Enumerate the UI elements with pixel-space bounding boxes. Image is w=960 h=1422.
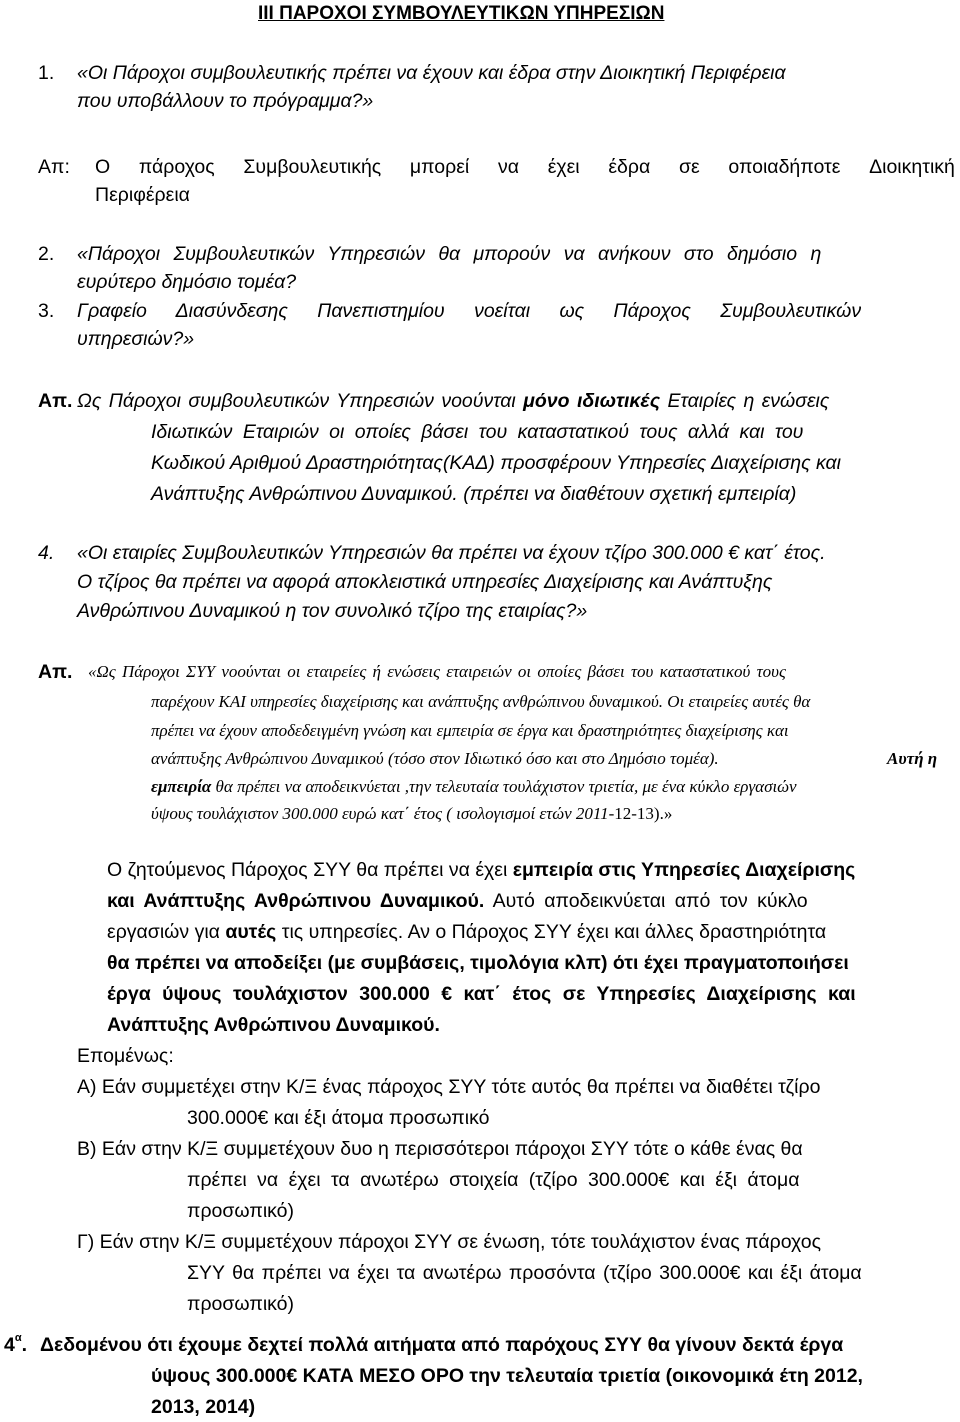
q4a-line-3: 2013, 2014)	[151, 1396, 256, 1418]
word: έχει	[547, 156, 580, 178]
q1-line-1: «Οι Πάροχοι συμβουλευτικής πρέπει να έχουν και έδρα στην Διοικητική Περιφέρεια	[77, 62, 786, 84]
a23-line-3: Κωδικού Αριθμού Δραστηριότητας(ΚΑΔ) προσφέρουν Υπηρεσίες Διαχείρισης και	[151, 452, 841, 474]
q4a-dot: .	[21, 1334, 28, 1356]
a4-line-4-bold: Αυτή η	[887, 749, 938, 768]
q2-number: 2.	[38, 243, 55, 265]
para-line-3-text: εργασιών για	[107, 921, 226, 943]
q4-line-3: Ανθρώπινου Δυναμικού η τον συνολικό τζίρο της εταιρίας?»	[77, 600, 588, 622]
a1-prefix: Απ:	[38, 156, 70, 178]
q4-line-1: «Οι εταιρίες Συμβουλευτικών Υπηρεσιών θα πρέπει να έχουν τζίρο 300.000 € κατ΄ έτος.	[77, 542, 826, 564]
therefore-label: Επομένως:	[77, 1045, 174, 1067]
a23-line-1	[77, 389, 829, 413]
q3-line-1: Γραφείο Διασύνδεσης Πανεπιστημίου νοείται ως Πάροχος Συμβουλευτικών	[77, 300, 862, 322]
para-line-2	[107, 889, 808, 913]
word: Διοικητική	[869, 156, 955, 178]
a4-line-4	[151, 748, 719, 770]
para-line-4: θα πρέπει να αποδείξει (με συμβάσεις, τιμολόγια κλπ) ότι έχει πραγματοποιήσει	[107, 952, 849, 974]
page-title: III ΠΑΡΟΧΟΙ ΣΥΜΒΟΥΛΕΥΤΙΚΩΝ ΥΠΗΡΕΣΙΩΝ	[258, 3, 665, 24]
word: πάροχος	[138, 156, 215, 178]
para-line-3	[107, 920, 826, 944]
a4-line-4-text: ανάπτυξης Ανθρώπινου Δυναμικού (τόσο στον Ιδιωτικό όσο και στο Δημόσιο τομέα).	[151, 749, 719, 768]
option-b-line-1: Β) Εάν στην Κ/Ξ συμμετέχουν δυο η περισσότεροι πάροχοι ΣΥΥ τότε ο κάθε ένας θα	[77, 1138, 803, 1160]
a23-line-2: Ιδιωτικών Εταιριών οι οποίες βάσει του καταστατικού τους αλλά και του	[151, 421, 804, 443]
a23-line-4: Ανάπτυξης Ανθρώπινου Δυναμικού. (πρέπει να διαθέτουν σχετική εμπειρία)	[151, 483, 797, 505]
option-b-line-2: πρέπει να έχει τα ανωτέρω στοιχεία (τζίρο 300.000€ και έξι άτομα	[187, 1169, 800, 1191]
a4-line-6-end: -12-13).»	[608, 804, 673, 823]
a4-line-5	[151, 776, 797, 798]
word: μπορεί	[409, 156, 470, 178]
para-line-2-text: Αυτό αποδεικνύεται από τον κύκλο	[484, 890, 808, 912]
word: οποιαδήποτε	[728, 156, 841, 178]
word: να	[497, 156, 519, 178]
a23-line-1-end: Εταιρίες η ενώσεις	[660, 390, 830, 412]
q4-line-2: Ο τζίρος θα πρέπει να αφορά αποκλειστικά υπηρεσίες Διαχείρισης και Ανάπτυξης	[77, 571, 773, 593]
a1-line-1	[95, 155, 955, 179]
q2-line-2: ευρύτερο δημόσιο τομέα?	[77, 271, 297, 293]
q1-number: 1.	[38, 62, 55, 84]
q4a-superscript: α	[14, 1332, 22, 1344]
option-a-line-1: Α) Εάν συμμετέχει στην Κ/Ξ ένας πάροχος ΣΥΥ τότε αυτός θα πρέπει να διαθέτει τζίρο	[77, 1076, 821, 1098]
para-line-1	[107, 858, 855, 882]
a4-line-6	[151, 803, 672, 825]
option-c-line-2: ΣΥΥ θα πρέπει να έχει τα ανωτέρω προσόντα (τζίρο 300.000€ και έξι άτομα	[187, 1262, 862, 1284]
a4-line-5-bold: εμπειρία	[151, 777, 212, 796]
q1-line-2: που υποβάλλουν το πρόγραμμα?»	[77, 90, 374, 112]
q2-line-1: «Πάροχοι Συμβουλευτικών Υπηρεσιών θα μπορούν να ανήκουν στο δημόσιο η	[77, 243, 822, 265]
a4-line-2: παρέχουν ΚΑΙ υπηρεσίες διαχείρισης και ανάπτυξης ανθρώπινου δυναμικού. Οι εταιρείες αυτές θα	[151, 692, 811, 711]
para-line-6: Ανάπτυξης Ανθρώπινου Δυναμικού.	[107, 1014, 440, 1036]
word: Ο	[95, 156, 111, 178]
q4a-line-1: Δεδομένου ότι έχουμε δεχτεί πολλά αιτήματα από παρόχους ΣΥΥ θα γίνουν δεκτά έργα	[40, 1334, 844, 1356]
a4-prefix: Απ.	[38, 661, 73, 683]
a4-line-6-text: ύψους τουλάχιστον 300.000 ευρώ κατ΄ έτος ( ισολογισμοί ετών 2011	[151, 804, 609, 823]
para-line-1-text: Ο ζητούμενος Πάροχος ΣΥΥ θα πρέπει να έχει	[107, 859, 513, 881]
q4a-number	[4, 1333, 27, 1357]
a4-line-5-text: θα πρέπει να αποδεικνύεται ,την τελευταία τουλάχιστον τριετία, με ένα κύκλο εργασιών	[211, 777, 797, 796]
q3-line-2: υπηρεσιών?»	[77, 328, 195, 350]
a4-line-1: «Ως Πάροχοι ΣΥΥ νοούνται οι εταιρείες ή ενώσεις εταιρειών οι οποίες βάσει του καταστατικού τους	[88, 662, 786, 681]
q4-number: 4.	[38, 542, 55, 564]
para-line-3-end: τις υπηρεσίες. Αν ο Πάροχος ΣΥΥ έχει και άλλες δραστηριότητα	[276, 921, 827, 943]
a4-line-3: πρέπει να έχουν αποδεδειγμένη γνώση και εμπειρία σε έργα και δραστηριότητες διαχείρισης και	[151, 721, 789, 740]
q4a-number-text: 4	[4, 1334, 15, 1356]
a23-prefix: Απ.	[38, 390, 73, 412]
word: σε	[678, 156, 700, 178]
option-a-line-2: 300.000€ και έξι άτομα προσωπικό	[187, 1107, 490, 1129]
para-line-5: έργα ύψους τουλάχιστον 300.000 € κατ΄ έτος σε Υπηρεσίες Διαχείρισης και	[107, 983, 856, 1005]
a23-line-1-text: Ως Πάροχοι συμβουλευτικών Υπηρεσιών νοούνται	[77, 390, 524, 412]
para-line-1-bold: εμπειρία στις Υπηρεσίες Διαχείρισης	[512, 859, 856, 881]
a1-line-2: Περιφέρεια	[95, 184, 190, 206]
a23-emphasis: μόνο ιδιωτικές	[523, 390, 661, 412]
para-line-2-bold: και Ανάπτυξης Ανθρώπινου Δυναμικού.	[107, 890, 485, 912]
q3-number: 3.	[38, 300, 55, 322]
word: έδρα	[608, 156, 651, 178]
word: Συμβουλευτικής	[243, 156, 382, 178]
q4a-line-2: ύψους 300.000€ ΚΑΤΑ ΜΕΣΟ ΟΡΟ την τελευταία τριετία (οικονομικά έτη 2012,	[151, 1365, 863, 1387]
para-line-3-bold: αυτές	[225, 921, 277, 943]
option-c-line-1: Γ) Εάν στην Κ/Ξ συμμετέχουν πάροχοι ΣΥΥ σε ένωση, τότε τουλάχιστον ένας πάροχος	[77, 1231, 821, 1253]
option-b-line-3: προσωπικό)	[187, 1200, 295, 1222]
option-c-line-3: προσωπικό)	[187, 1293, 295, 1315]
